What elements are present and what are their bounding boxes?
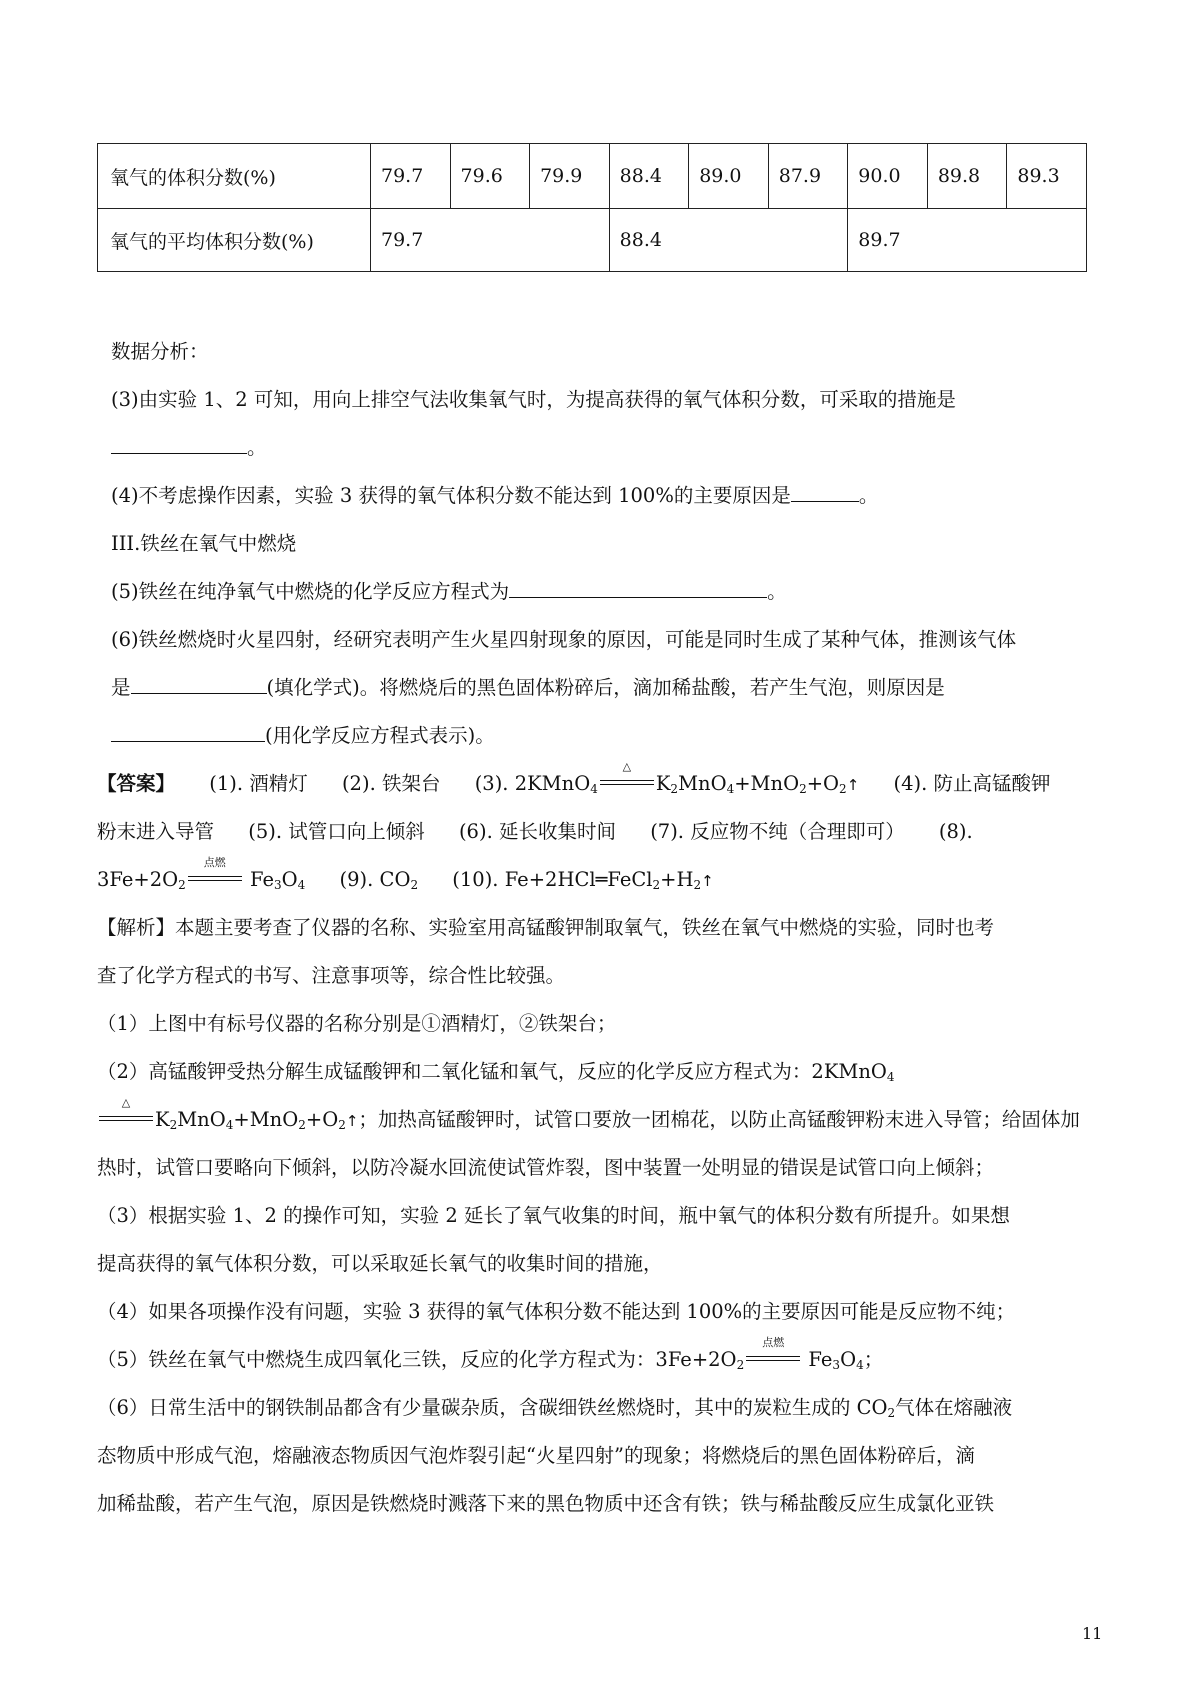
answer-tag: 【答案】: [97, 772, 176, 795]
q6-text: 是: [111, 676, 131, 699]
answer-8-label: (8).: [938, 820, 973, 843]
oxygen-data-table: [97, 143, 1087, 272]
table-cell: 87.9: [768, 144, 848, 209]
table-cell: 79.9: [530, 144, 610, 209]
table-cell: 89.3: [1007, 144, 1087, 209]
answer-6: (6). 延长收集时间: [458, 820, 616, 843]
answer-7: (7). 反应物不纯（合理即可）: [650, 820, 905, 843]
answer-5: (5). 试管口向上倾斜: [248, 820, 425, 843]
analysis-line: 【解析】本题主要考查了仪器的名称、实验室用高锰酸钾制取氧气，铁丝在氧气中燃烧的实验，同时也考: [97, 916, 995, 939]
analysis-line: 提高获得的氧气体积分数，可以采取延长氧气的收集时间的措施，: [97, 1252, 663, 1275]
q6-text: (填化学式)。将燃烧后的黑色固体粉碎后，滴加稀盐酸，若产生气泡，则原因是: [266, 676, 945, 699]
question-5: [111, 578, 787, 606]
question-6-line-3: [111, 722, 495, 750]
analysis-line: 热时，试管口要略向下倾斜，以防冷凝水回流使试管炸裂，图中装置一处明显的错误是试管口向上倾斜；: [97, 1156, 995, 1179]
section-heading: III.铁丝在氧气中燃烧: [111, 532, 297, 555]
table-cell: 88.4: [609, 144, 689, 209]
table-cell: 79.7: [371, 144, 451, 209]
answer-blank: [791, 483, 859, 502]
gas-arrow-icon: ↑: [701, 872, 714, 890]
row-label: 氧气的体积分数(%): [98, 144, 371, 209]
question-4: [111, 482, 878, 510]
gas-arrow-icon: ↑: [345, 1112, 359, 1130]
table-cell: 89.7: [848, 209, 1087, 272]
punct: 。: [767, 580, 787, 603]
punct: 。: [858, 484, 879, 507]
row-label: 氧气的平均体积分数(%): [98, 209, 371, 272]
answer-3: (3). 2KMnO$_4$ △ $K_2MnO_4+MnO_2+O_2↑$: [474, 760, 860, 796]
analysis-line: （5）铁丝在氧气中燃烧生成四氧化三铁，反应的化学方程式为：$3Fe+2O_2$ 点燃 $Fe_3O_4$；: [97, 1336, 884, 1372]
analysis-line: （3）根据实验 1、2 的操作可知，实验 2 延长了氧气收集的时间，瓶中氧气的体积分数有所提升。如果想: [97, 1204, 1010, 1227]
question-3-blank-line: [111, 434, 267, 462]
q4-text: (4)不考虑操作因素，实验 3 获得的氧气体积分数不能达到 100%的主要原因是: [111, 484, 791, 507]
answer-line-1: [97, 760, 1051, 803]
analysis-heading: 数据分析：: [111, 340, 209, 363]
page-number: 11: [1082, 1624, 1103, 1643]
answer-line-2: [97, 818, 973, 846]
analysis-line: 加稀盐酸，若产生气泡，原因是铁燃烧时溅落下来的黑色物质中还含有铁；铁与稀盐酸反应生成氯化亚铁: [97, 1492, 995, 1515]
table-row: [98, 144, 1087, 209]
table-cell: 79.7: [371, 209, 610, 272]
ignite-condition-sign: 点燃: [186, 866, 244, 888]
analysis-line: 态物质中形成气泡，熔融液态物质因气泡炸裂引起“火星四射”的现象；将燃烧后的黑色固体粉碎后，滴: [97, 1444, 975, 1467]
ignite-condition-sign: 点燃: [744, 1346, 802, 1368]
answer-blank: [111, 435, 247, 454]
heat-condition-sign: △: [598, 770, 656, 792]
answer-8: $3Fe+2O_2$ 点燃 $Fe_3O_4$: [97, 856, 306, 892]
answer-blank: [111, 723, 265, 742]
heat-condition-sign: △: [97, 1106, 155, 1128]
answer-9: (9). $CO_2$: [339, 868, 419, 892]
table-cell: 79.6: [450, 144, 530, 209]
gas-arrow-icon: ↑: [846, 776, 860, 794]
table-row: [98, 209, 1087, 272]
answer-line-3: [97, 856, 714, 899]
answer-blank: [131, 675, 267, 694]
answer-4: (4). 防止高锰酸钾: [893, 772, 1051, 795]
punct: 。: [247, 436, 267, 459]
question-6-line-2: [111, 674, 945, 702]
answer-2: (2). 铁架台: [341, 772, 441, 795]
answer-4-cont: 粉末进入导管: [97, 820, 215, 843]
table-cell: 88.4: [609, 209, 848, 272]
analysis-line: （4）如果各项操作没有问题，实验 3 获得的氧气体积分数不能达到 100%的主要原因可能是反应物不纯；: [97, 1300, 1016, 1323]
table-cell: 89.8: [927, 144, 1007, 209]
answer-blank: [509, 579, 767, 598]
analysis-line: （2）高锰酸钾受热分解生成锰酸钾和二氧化锰和氧气，反应的化学反应方程式为：2KMnO$_4$: [97, 1060, 895, 1084]
analysis-line: △ $K_2MnO_4+MnO_2+O_2↑$；加热高锰酸钾时，试管口要放一团棉花，以防止高锰酸钾粉末进入导管；给固体加: [97, 1106, 1080, 1139]
q5-text: (5)铁丝在纯净氧气中燃烧的化学反应方程式为: [111, 580, 510, 603]
answer-10: (10). $Fe+2HCl═FeCl_2+H_2↑$: [452, 868, 714, 892]
table-cell: 89.0: [689, 144, 769, 209]
table-cell: 90.0: [848, 144, 928, 209]
answer-1: (1). 酒精灯: [209, 772, 308, 795]
analysis-line: （6）日常生活中的钢铁制品都含有少量碳杂质，含碳细铁丝燃烧时，其中的炭粒生成的 $CO_2$气体在熔融液: [97, 1396, 1013, 1420]
analysis-line: （1）上图中有标号仪器的名称分别是①酒精灯，②铁架台；: [97, 1012, 617, 1035]
question-6: (6)铁丝燃烧时火星四射，经研究表明产生火星四射现象的原因，可能是同时生成了某种气体，推测该气体: [111, 628, 1017, 651]
question-3: (3)由实验 1、2 可知，用向上排空气法收集氧气时，为提高获得的氧气体积分数，可采取的措施是: [111, 388, 956, 411]
q6-text: (用化学反应方程式表示)。: [265, 724, 495, 747]
analysis-line: 查了化学方程式的书写、注意事项等，综合性比较强。: [97, 964, 566, 987]
